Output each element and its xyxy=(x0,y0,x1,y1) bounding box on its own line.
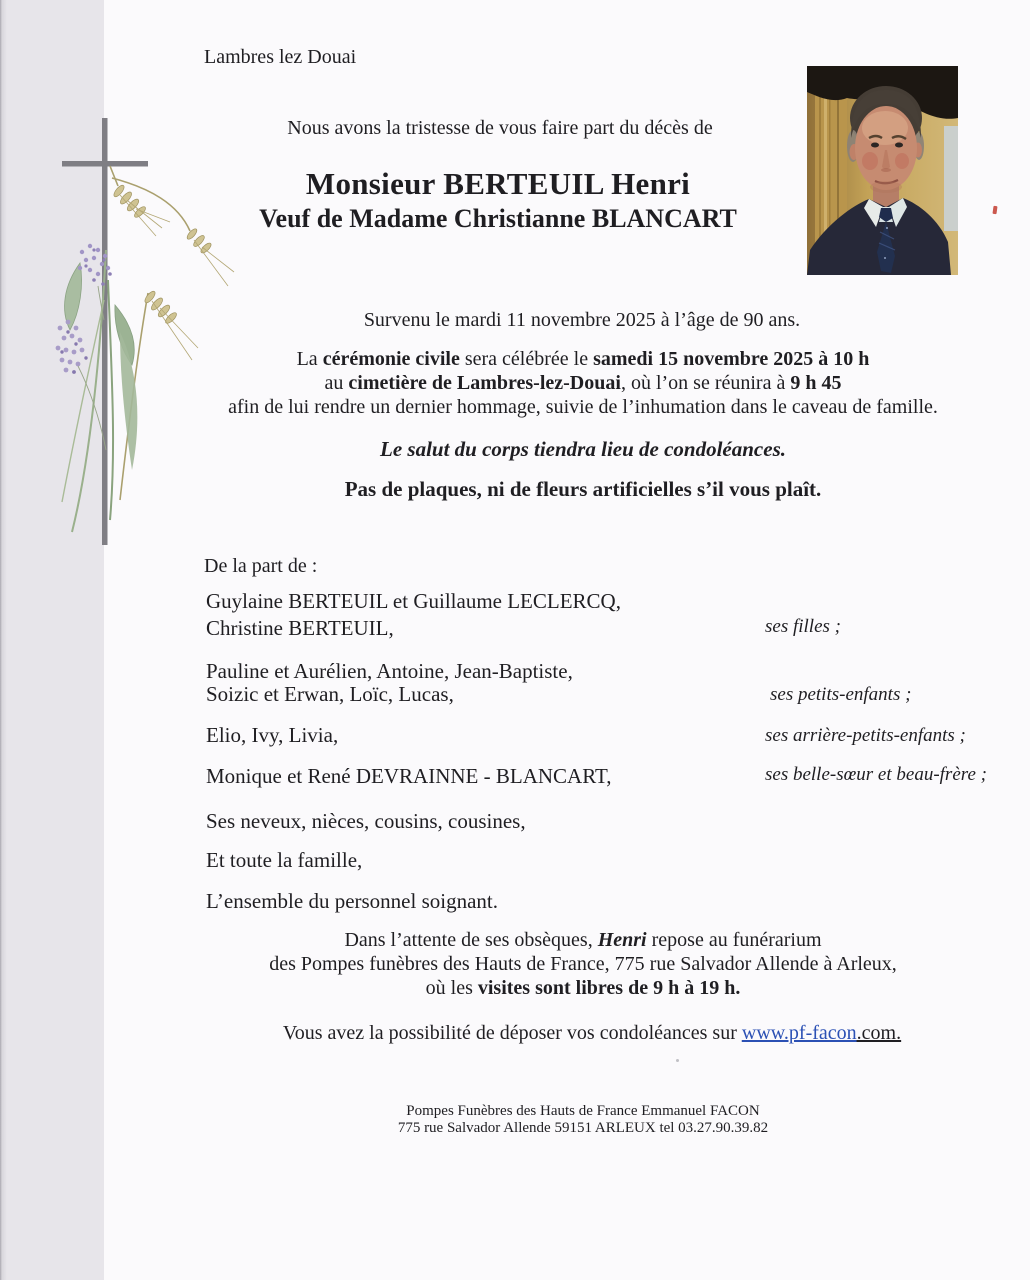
scan-speck-gray xyxy=(676,1059,679,1062)
family-line: Guylaine BERTEUIL et Guillaume LECLERCQ, xyxy=(206,589,621,613)
family-line: Elio, Ivy, Livia, xyxy=(206,723,339,747)
funeral-home-address: 775 rue Salvador Allende 59151 ARLEUX tel 03.27.90.39.82 xyxy=(397,1120,769,1136)
family-line: Soizic et Erwan, Loïc, Lucas, xyxy=(206,682,454,706)
relation-label: ses arrière-petits-enfants ; xyxy=(765,725,966,746)
family-line: Ses neveux, nièces, cousins, cousines, xyxy=(206,809,526,833)
condolences-link[interactable]: www.pf-facon.com. xyxy=(741,1022,902,1044)
condolences-line: Vous avez la possibilité de déposer vos condoléances sur www.pf-facon.com. xyxy=(282,1022,902,1044)
ceremony-line-1: La cérémonie civile sera célébrée le samedi 15 novembre 2025 à 10 h xyxy=(296,348,870,370)
intro-line: Nous avons la tristesse de vous faire part du décès de xyxy=(287,117,713,139)
deceased-status: Veuf de Madame Christianne BLANCART xyxy=(259,204,737,233)
relation-label: ses filles ; xyxy=(765,616,841,637)
funeral-home-name: Pompes Funèbres des Hauts de France Emmanuel FACON xyxy=(406,1103,760,1119)
ceremony-line-2: au cimetière de Lambres-lez-Douai, où l’on se réunira à 9 h 45 xyxy=(324,372,842,394)
resting-line-3: où les visites sont libres de 9 h à 19 h. xyxy=(425,977,741,999)
salute-line: Le salut du corps tiendra lieu de condoléances. xyxy=(380,437,786,461)
deceased-name: Monsieur BERTEUIL Henri xyxy=(305,166,691,201)
resting-line-2: des Pompes funèbres des Hauts de France, 775 rue Salvador Allende à Arleux, xyxy=(269,953,897,975)
resting-line-1: Dans l’attente de ses obsèques, Henri repose au funérarium xyxy=(344,929,822,951)
family-line: Et toute la famille, xyxy=(206,848,363,872)
relation-label: ses petits-enfants ; xyxy=(770,684,912,705)
family-heading: De la part de : xyxy=(204,555,318,577)
family-line: L’ensemble du personnel soignant. xyxy=(206,889,499,913)
family-line: Christine BERTEUIL, xyxy=(206,616,394,640)
family-line: Monique et René DEVRAINNE - BLANCART, xyxy=(206,764,612,788)
family-line: Pauline et Aurélien, Antoine, Jean-Baptiste, xyxy=(206,659,573,683)
death-notice-line: Survenu le mardi 11 novembre 2025 à l’âge de 90 ans. xyxy=(363,309,801,331)
relation-label: ses belle-sœur et beau-frère ; xyxy=(765,764,987,785)
no-flowers-line: Pas de plaques, ni de fleurs artificielles s’il vous plaît. xyxy=(344,477,822,501)
ceremony-line-3: afin de lui rendre un dernier hommage, suivie de l’inhumation dans le caveau de famille. xyxy=(228,396,938,418)
city-line: Lambres lez Douai xyxy=(204,46,357,68)
